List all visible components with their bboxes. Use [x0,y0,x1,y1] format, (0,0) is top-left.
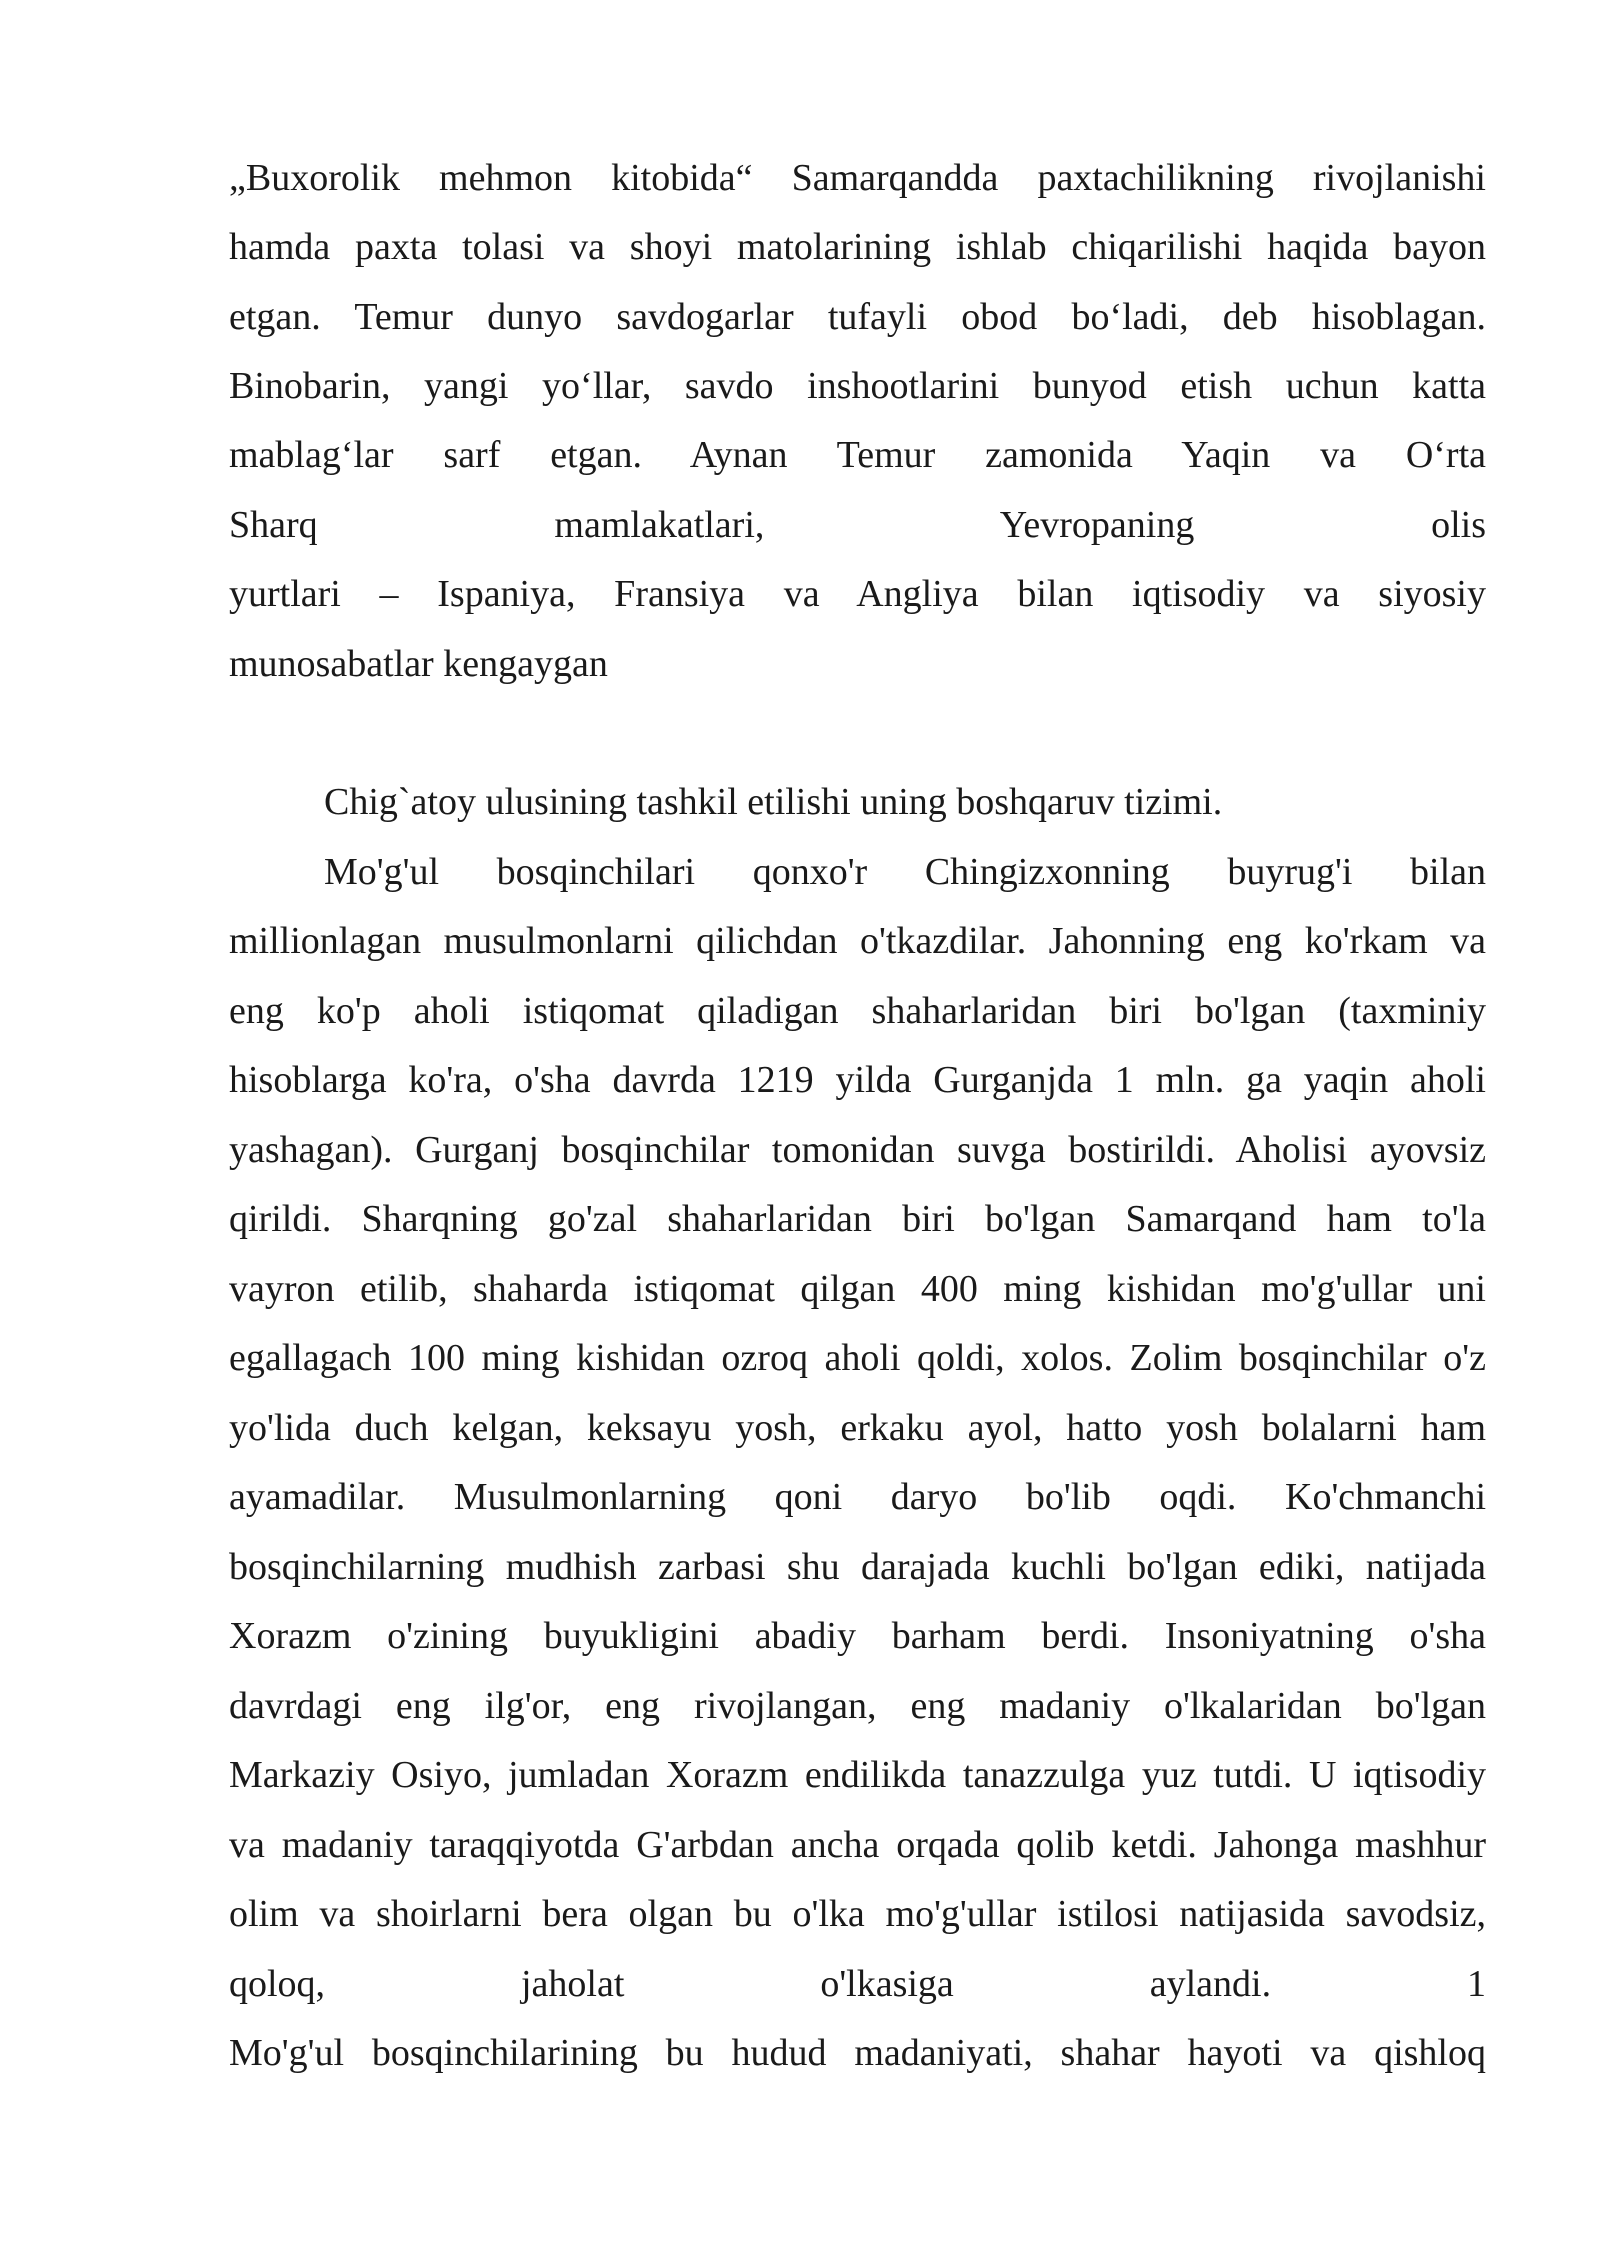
paragraph-line: Mo'g'ul bosqinchilarining bu hudud madaniyati, shahar hayoti va qishloq [229,2032,1486,2074]
paragraph-line: munosabatlar kengaygan [229,643,608,685]
paragraph-line: bosqinchilarning mudhish zarbasi shu darajada kuchli bo'lgan ediki, natijada [229,1546,1486,1588]
paragraph-line: millionlagan musulmonlarni qilichdan o'tkazdilar. Jahonning eng ko'rkam va [229,920,1486,962]
paragraph-line: etgan. Temur dunyo savdogarlar tufayli obod bo‘ladi, deb hisoblagan. [229,296,1486,338]
paragraph-line: mablag‘lar sarf etgan. Aynan Temur zamonida Yaqin va O‘rta [229,434,1486,476]
paragraph-line: Sharq mamlakatlari, Yevropaning olis [229,504,1486,546]
paragraph-line: yo'lida duch kelgan, keksayu yosh, erkaku ayol, hatto yosh bolalarni ham [229,1407,1486,1449]
paragraph-line: yurtlari – Ispaniya, Fransiya va Angliya bilan iqtisodiy va siyosiy [229,573,1486,615]
paragraph-line: Mo'g'ul bosqinchilari qonxo'r Chingizxonning buyrug'i bilan [324,851,1486,893]
paragraph-line: vayron etilib, shaharda istiqomat qilgan 400 ming kishidan mo'g'ullar uni [229,1268,1486,1310]
section-heading: Chig`atoy ulusining tashkil etilishi uning boshqaruv tizimi. [324,781,1223,823]
paragraph-line: Markaziy Osiyo, jumladan Xorazm endilikda tanazzulga yuz tutdi. U iqtisodiy [229,1754,1486,1796]
paragraph-line: Xorazm o'zining buyukligini abadiy barham berdi. Insoniyatning o'sha [229,1615,1486,1657]
paragraph-line: va madaniy taraqqiyotda G'arbdan ancha orqada qolib ketdi. Jahonga mashhur [229,1824,1486,1866]
paragraph-line: olim va shoirlarni bera olgan bu o'lka mo'g'ullar istilosi natijasida savodsiz, [229,1893,1486,1935]
paragraph-line: „Buxorolik mehmon kitobida“ Samarqandda paxtachilikning rivojlanishi [229,157,1486,199]
paragraph-line: hamda paxta tolasi va shoyi matolarining ishlab chiqarilishi haqida bayon [229,226,1486,268]
paragraph-line: egallagach 100 ming kishidan ozroq aholi qoldi, xolos. Zolim bosqinchilar o'z [229,1337,1486,1379]
paragraph-line: ayamadilar. Musulmonlarning qoni daryo bo'lib oqdi. Ko'chmanchi [229,1476,1486,1518]
paragraph-line: davrdagi eng ilg'or, eng rivojlangan, eng madaniy o'lkalaridan bo'lgan [229,1685,1486,1727]
paragraph-line: eng ko'p aholi istiqomat qiladigan shaharlaridan biri bo'lgan (taxminiy [229,990,1486,1032]
paragraph-line: yashagan). Gurganj bosqinchilar tomonidan suvga bostirildi. Aholisi ayovsiz [229,1129,1486,1171]
paragraph-line: hisoblarga ko'ra, o'sha davrda 1219 yilda Gurganjda 1 mln. ga yaqin aholi [229,1059,1486,1101]
paragraph-line: Binobarin, yangi yo‘llar, savdo inshootlarini bunyod etish uchun katta [229,365,1486,407]
paragraph-line: qoloq, jaholat o'lkasiga aylandi. 1 [229,1963,1486,2005]
paragraph-line: qirildi. Sharqning go'zal shaharlaridan biri bo'lgan Samarqand ham to'la [229,1198,1486,1240]
